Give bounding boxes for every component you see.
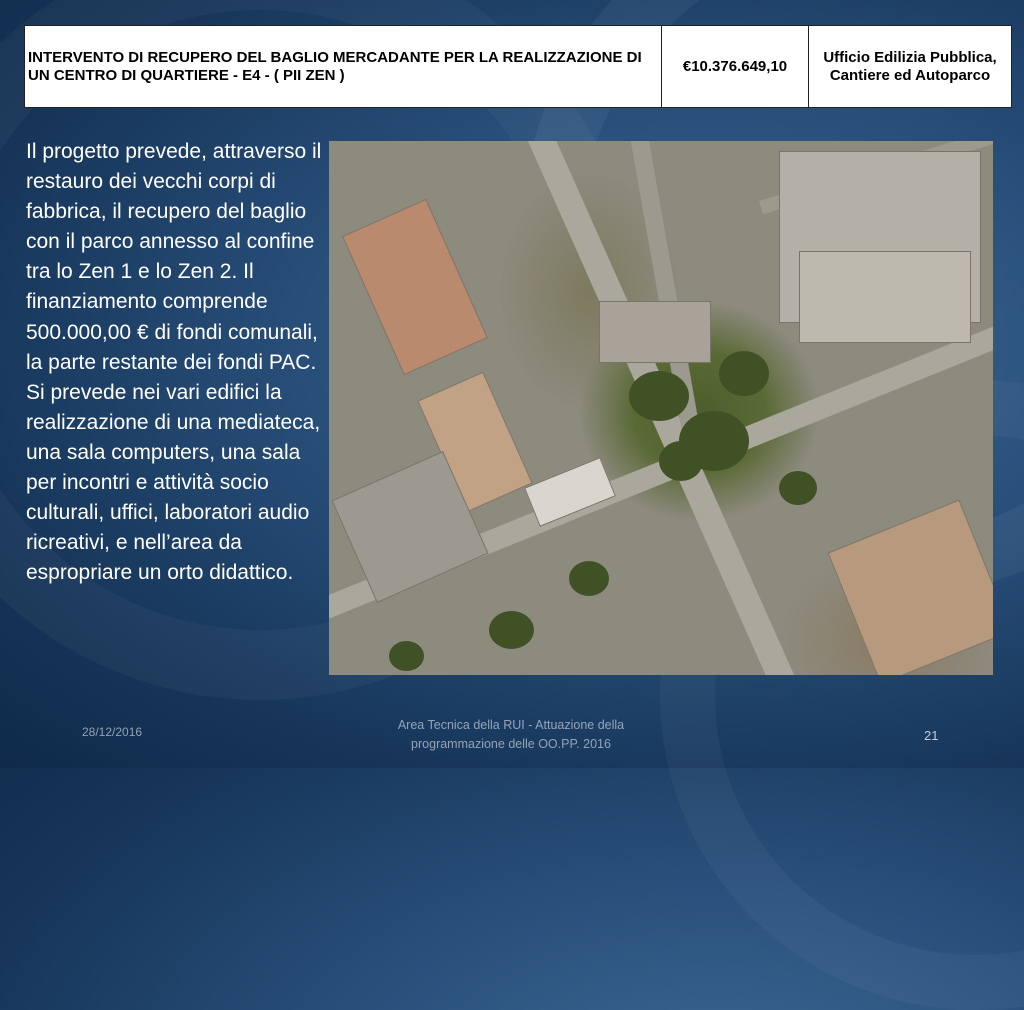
aerial-photo — [329, 141, 993, 675]
aerial-building — [828, 500, 993, 675]
aerial-tree — [389, 641, 424, 671]
aerial-tree — [489, 611, 534, 649]
aerial-tree — [659, 441, 703, 481]
aerial-tree — [719, 351, 769, 396]
aerial-building — [599, 301, 711, 363]
project-description: Il progetto prevede, attraverso il restauro dei vecchi corpi di fabbrica, il recupero del baglio con il parco annesso al confine tra lo Zen 1 e lo Zen 2. Il finanziamento comprende 500.000,00 € di fondi comunali, la parte restante dei fondi PAC. Si prevede nei vari edifici la realizzazione di una mediateca, una sala computers, una sala per incontri e attività socio culturali, uffici, laboratori audio ricreativi, e nell’area da espropriare un orto didattico. — [26, 140, 322, 585]
footer-date: 28/12/2016 — [82, 725, 143, 739]
footer-caption: Area Tecnica della RUI - Attuazione della programmazione delle OO.PP. 2016 — [397, 718, 625, 751]
aerial-tree — [779, 471, 817, 505]
table-row — [25, 26, 1012, 108]
aerial-tree — [569, 561, 609, 596]
responsible-office-cell: Ufficio Edilizia Pubblica, Cantiere ed Autoparco — [809, 26, 1012, 108]
aerial-tree — [629, 371, 689, 421]
project-amount-cell: €10.376.649,10 — [662, 26, 809, 108]
page-number: 21 — [924, 728, 939, 743]
project-header-table — [24, 25, 1012, 108]
project-title-cell: INTERVENTO DI RECUPERO DEL BAGLIO MERCADANTE PER LA REALIZZAZIONE DI UN CENTRO DI QUARTIERE - E4 - ( PII ZEN ) — [25, 26, 662, 108]
aerial-building — [799, 251, 971, 343]
aerial-building — [342, 199, 488, 375]
